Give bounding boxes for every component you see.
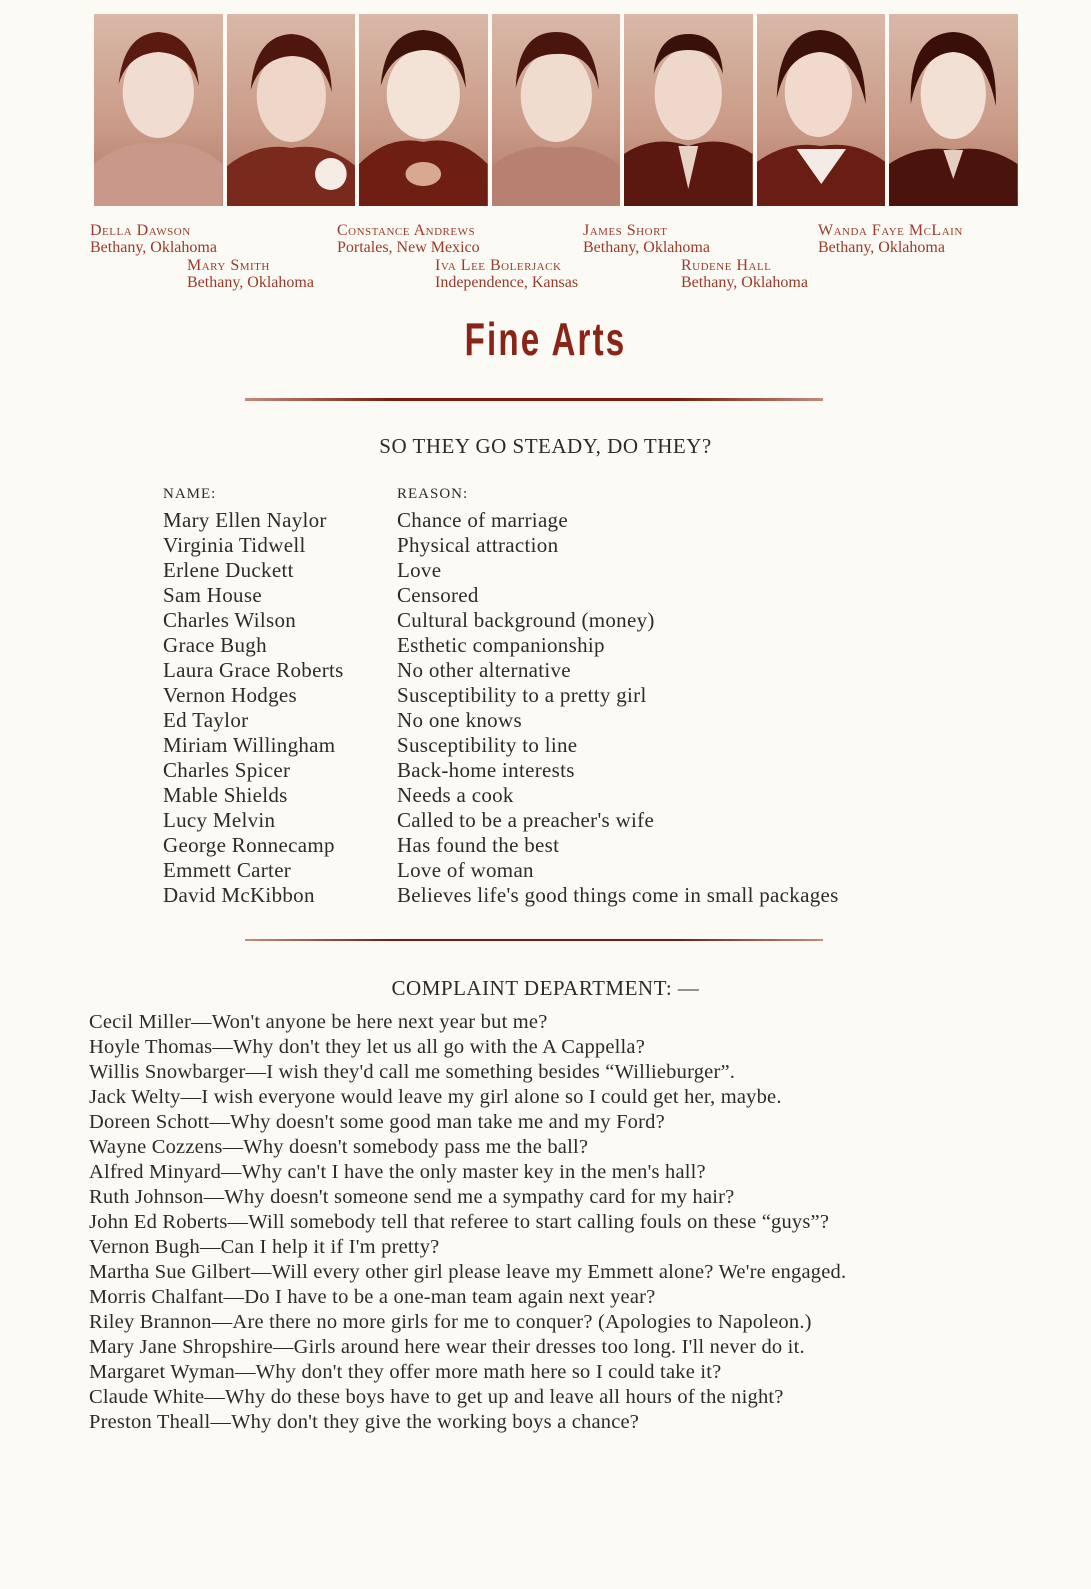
portrait-photo — [94, 14, 223, 206]
list-item: Mary Jane Shropshire—Girls around here wear their dresses too long. I'll never do it. — [89, 1336, 805, 1358]
list-item: Love — [397, 558, 442, 582]
portrait-strip — [94, 14, 1018, 206]
portrait-photo — [757, 14, 886, 206]
list-item: Jack Welty—I wish everyone would leave my girl alone so I could get her, maybe. — [89, 1086, 782, 1108]
list-item: Ruth Johnson—Why doesn't someone send me a sympathy card for my hair? — [89, 1186, 735, 1208]
portrait-photo — [359, 14, 488, 206]
portrait-photo — [624, 14, 753, 206]
portrait-photo — [889, 14, 1018, 206]
portrait-place: Bethany, Oklahoma — [583, 239, 710, 256]
portrait-name: Wanda Faye McLain — [818, 222, 963, 239]
complaint-list — [89, 1010, 1049, 1435]
list-item: Vernon Hodges — [163, 683, 297, 707]
divider — [245, 939, 823, 941]
portrait-place: Independence, Kansas — [435, 274, 579, 291]
list-item: No one knows — [397, 708, 522, 732]
reasons-column — [397, 508, 1037, 908]
list-item: John Ed Roberts—Will somebody tell that referee to start calling fouls on these “guys”? — [89, 1211, 830, 1233]
list-item: Ed Taylor — [163, 708, 249, 732]
portrait-place: Portales, New Mexico — [337, 239, 480, 256]
divider — [245, 398, 823, 401]
names-column — [163, 508, 388, 908]
list-item: Miriam Willingham — [163, 733, 336, 757]
list-item: Censored — [397, 583, 479, 607]
portrait-place: Bethany, Oklahoma — [90, 239, 217, 256]
list-item: No other alternative — [397, 658, 571, 682]
list-item: Erlene Duckett — [163, 558, 294, 582]
list-item: Susceptibility to a pretty girl — [397, 683, 647, 707]
name-column-header: NAME: — [163, 486, 217, 502]
list-item: Believes life's good things come in small packages — [397, 883, 839, 907]
portrait-caption — [681, 257, 808, 291]
list-item: Laura Grace Roberts — [163, 658, 344, 682]
list-item: Back-home interests — [397, 758, 575, 782]
portrait-caption — [435, 257, 578, 291]
list-item: Virginia Tidwell — [163, 533, 306, 557]
list-item: Hoyle Thomas—Why don't they let us all go with the A Cappella? — [89, 1036, 646, 1058]
list-item: Wayne Cozzens—Why doesn't somebody pass me the ball? — [89, 1136, 589, 1158]
list-item: Mary Ellen Naylor — [163, 508, 327, 532]
list-item: Emmett Carter — [163, 858, 292, 882]
portrait-name: Della Dawson — [90, 222, 191, 239]
list-item: Alfred Minyard—Why can't I have the only master key in the men's hall? — [89, 1161, 706, 1183]
list-item: David McKibbon — [163, 883, 315, 907]
list-item: Susceptibility to line — [397, 733, 578, 757]
page-title: Fine Arts — [464, 313, 627, 365]
list-item: Called to be a preacher's wife — [397, 808, 655, 832]
list-item: Esthetic companionship — [397, 633, 605, 657]
portrait-caption — [337, 222, 480, 256]
portrait-caption — [818, 222, 963, 256]
list-item: Morris Chalfant—Do I have to be a one-man team again next year? — [89, 1286, 656, 1308]
portrait-name: Rudene Hall — [681, 257, 772, 274]
list-item: Doreen Schott—Why doesn't some good man take me and my Ford? — [89, 1111, 665, 1133]
list-item: Lucy Melvin — [163, 808, 276, 832]
list-item: Preston Theall—Why don't they give the working boys a chance? — [89, 1411, 640, 1433]
portrait-place: Bethany, Oklahoma — [818, 239, 945, 256]
portrait-place: Bethany, Oklahoma — [187, 274, 314, 291]
complaint-heading: COMPLAINT DEPARTMENT: — — [391, 976, 700, 1000]
list-item: Needs a cook — [397, 783, 514, 807]
portrait-caption — [583, 222, 710, 256]
portrait-caption — [90, 222, 217, 256]
list-item: Cecil Miller—Won't anyone be here next year but me? — [89, 1011, 548, 1033]
list-item: Grace Bugh — [163, 633, 267, 657]
list-item: Charles Spicer — [163, 758, 291, 782]
list-item: Sam House — [163, 583, 262, 607]
list-item: Charles Wilson — [163, 608, 297, 632]
portrait-caption — [187, 257, 314, 291]
portrait-name: James Short — [583, 222, 668, 239]
list-item: Claude White—Why do these boys have to get up and leave all hours of the night? — [89, 1386, 784, 1408]
list-item: Chance of marriage — [397, 508, 568, 532]
list-item: Physical attraction — [397, 533, 559, 557]
portrait-name: Constance Andrews — [337, 222, 476, 239]
portrait-name: Mary Smith — [187, 257, 270, 274]
list-item: George Ronnecamp — [163, 833, 335, 857]
reason-column-header: REASON: — [397, 486, 469, 502]
list-item: Mable Shields — [163, 783, 288, 807]
list-item: Cultural background (money) — [397, 608, 655, 632]
portrait-place: Bethany, Oklahoma — [681, 274, 808, 291]
portrait-photo — [492, 14, 621, 206]
portrait-photo — [227, 14, 356, 206]
list-item: Margaret Wyman—Why don't they offer more math here so I could take it? — [89, 1361, 722, 1383]
portrait-name: Iva Lee Bolerjack — [435, 257, 562, 274]
list-item: Love of woman — [397, 858, 534, 882]
list-item: Martha Sue Gilbert—Will every other girl please leave my Emmett alone? We're engaged. — [89, 1261, 847, 1283]
list-item: Has found the best — [397, 833, 560, 857]
list-item: Riley Brannon—Are there no more girls for me to conquer? (Apologies to Napoleon.) — [89, 1311, 812, 1333]
list-item: Vernon Bugh—Can I help it if I'm pretty? — [89, 1236, 440, 1258]
steady-heading: SO THEY GO STEADY, DO THEY? — [379, 434, 712, 458]
list-item: Willis Snowbarger—I wish they'd call me something besides “Willieburger”. — [89, 1061, 736, 1083]
